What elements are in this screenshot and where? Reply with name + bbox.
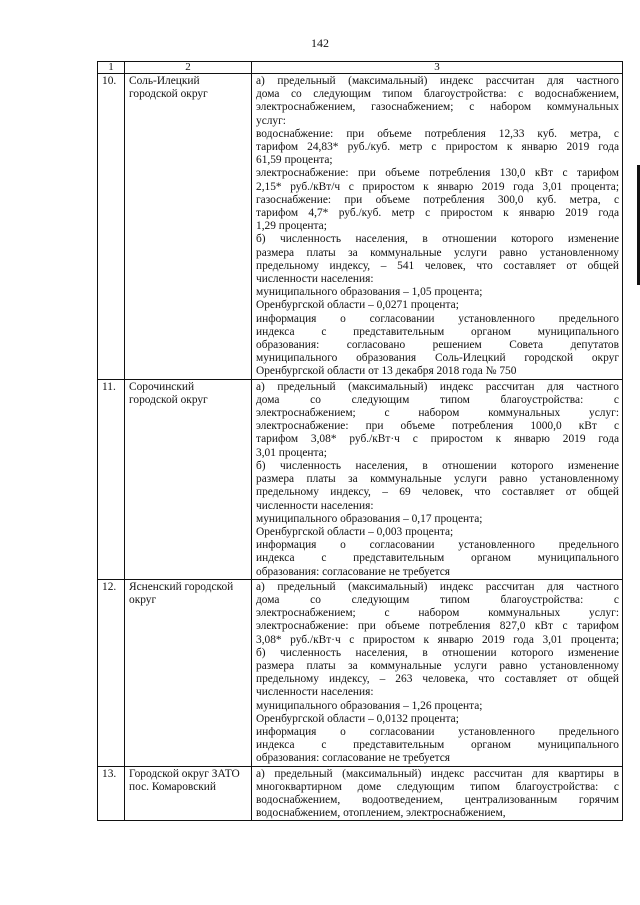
detail-line: электроснабжение: при объеме потребления 1000,0 кВт с <box>256 420 619 433</box>
municipality-name: Сорочинский городской округ <box>125 379 252 579</box>
detail-line: Оренбургской области от 13 декабря 2018 года № 750 <box>256 365 517 378</box>
detail-line: размера платы за коммунальные услуги равно установленному <box>256 659 619 672</box>
table-row <box>98 766 623 821</box>
detail-line: электроснабжение: при объеме потребления 827,0 кВт с тарифом <box>256 620 619 633</box>
municipality-name: Соль-Илецкий городской округ <box>125 74 252 380</box>
table-header-row <box>98 62 623 74</box>
detail-line: индекса с представительным органом муниципального <box>256 325 619 338</box>
row-number: 12. <box>98 579 125 766</box>
municipality-name: Городской округ ЗАТО пос. Комаровский <box>125 766 252 821</box>
detail-line: дома со следующим типом благоустройства: с <box>256 393 619 406</box>
municipality-name: Ясненский городской округ <box>125 579 252 766</box>
detail-line: Оренбургской области – 0,0132 процента; <box>256 712 459 725</box>
detail-line: муниципального образования Соль-Илецкий городской округ <box>256 352 619 365</box>
detail-line: услуг: <box>256 114 286 127</box>
page-number: 142 <box>311 36 329 50</box>
detail-line: б) численность населения, в отношении которого изменение <box>256 233 619 246</box>
detail-line: предельному индексу, – 69 человек, что составляет от общей <box>256 486 619 499</box>
detail-line: информация о согласовании установленного предельного <box>256 312 619 325</box>
detail-line: размера платы за коммунальные услуги равно установленному <box>256 246 619 259</box>
detail-line: индекса с представительным органом муниципального <box>256 552 619 565</box>
table-row <box>98 379 623 579</box>
detail-line: информация о согласовании установленного предельного <box>256 725 619 738</box>
detail-line: а) предельный (максимальный) индекс рассчитан для частного <box>256 75 619 87</box>
detail-line: водоснабжением, отоплением, электроснабжением, <box>256 807 506 820</box>
index-details <box>252 74 623 380</box>
detail-line: а) предельный (максимальный) индекс рассчитан для квартиры в <box>256 767 619 780</box>
detail-line: тарифом 4,7* руб./куб. метр с приростом к январю 2019 года <box>256 207 619 220</box>
detail-line: информация о согласовании установленного предельного <box>256 539 619 552</box>
detail-line: 3,08* руб./кВт·ч с приростом к январю 2019 года 3,01 процента; <box>256 633 619 646</box>
detail-line: численности населения: <box>256 273 374 286</box>
table-row <box>98 579 623 766</box>
detail-line: тарифом 24,83* руб./куб. метр с приростом к январю 2019 года <box>256 141 619 154</box>
detail-line: Оренбургской области – 0,0271 процента; <box>256 299 459 312</box>
detail-line: многоквартирном доме следующим типом благоустройства: с <box>256 780 619 793</box>
detail-line: муниципального образования – 0,17 процента; <box>256 512 483 525</box>
detail-line: численности населения: <box>256 499 374 512</box>
row-number: 10. <box>98 74 125 380</box>
detail-line: электроснабжением, газоснабжением; с набором коммунальных <box>256 101 619 114</box>
detail-line: предельному индексу, – 263 человека, что составляет от общей <box>256 673 619 686</box>
index-details <box>252 379 623 579</box>
detail-line: тарифом 3,08* руб./кВт·ч с приростом к январю 2019 года <box>256 433 619 446</box>
detail-line: размера платы за коммунальные услуги равно установленному <box>256 473 619 486</box>
detail-line: водоснабжение: при объеме потребления 12,33 куб. метра, с <box>256 127 619 140</box>
header-col-3: 3 <box>252 62 623 74</box>
detail-line: муниципального образования – 1,05 процента; <box>256 286 483 299</box>
detail-line: электроснабжением; с набором коммунальных услуг: <box>256 407 619 420</box>
row-number: 13. <box>98 766 125 821</box>
detail-line: электроснабжением; с набором коммунальных услуг: <box>256 607 619 620</box>
detail-line: электроснабжение: при объеме потребления 130,0 кВт с тарифом <box>256 167 619 180</box>
detail-line: а) предельный (максимальный) индекс рассчитан для частного <box>256 380 619 393</box>
detail-line: индекса с представительным органом муниципального <box>256 739 619 752</box>
detail-line: газоснабжение: при объеме потребления 300,0 куб. метра, с <box>256 193 619 206</box>
detail-line: б) численность населения, в отношении которого изменение <box>256 459 619 472</box>
detail-line: водоснабжением, водоотведением, централизованным горячим <box>256 793 619 806</box>
header-col-1: 1 <box>98 62 125 74</box>
header-col-2: 2 <box>125 62 252 74</box>
detail-line: численности населения: <box>256 686 374 699</box>
detail-line: 2,15* руб./кВт/ч с приростом к январю 2019 года 3,01 процента; <box>256 180 619 193</box>
index-details <box>252 579 623 766</box>
detail-line: предельному индексу, – 541 человек, что составляет от общей <box>256 259 619 272</box>
detail-line: а) предельный (максимальный) индекс рассчитан для частного <box>256 580 619 593</box>
detail-line: муниципального образования – 1,26 процента; <box>256 699 483 712</box>
detail-line: Оренбургской области – 0,003 процента; <box>256 525 454 538</box>
index-table <box>97 61 623 821</box>
index-details <box>252 766 623 821</box>
detail-line: б) численность населения, в отношении которого изменение <box>256 646 619 659</box>
detail-line: образования: согласование не требуется <box>256 752 451 765</box>
table-row <box>98 74 623 380</box>
detail-line: дома со следующим типом благоустройства: с водоснабжением, <box>256 88 619 101</box>
detail-line: дома со следующим типом благоустройства: с <box>256 593 619 606</box>
detail-line: 3,01 процента; <box>256 446 327 459</box>
detail-line: 61,59 процента; <box>256 154 333 167</box>
detail-line: образования: согласование не требуется <box>256 565 451 578</box>
row-number: 11. <box>98 379 125 579</box>
detail-line: образования: согласовано решением Совета депутатов <box>256 339 619 352</box>
detail-line: 1,29 процента; <box>256 220 327 233</box>
